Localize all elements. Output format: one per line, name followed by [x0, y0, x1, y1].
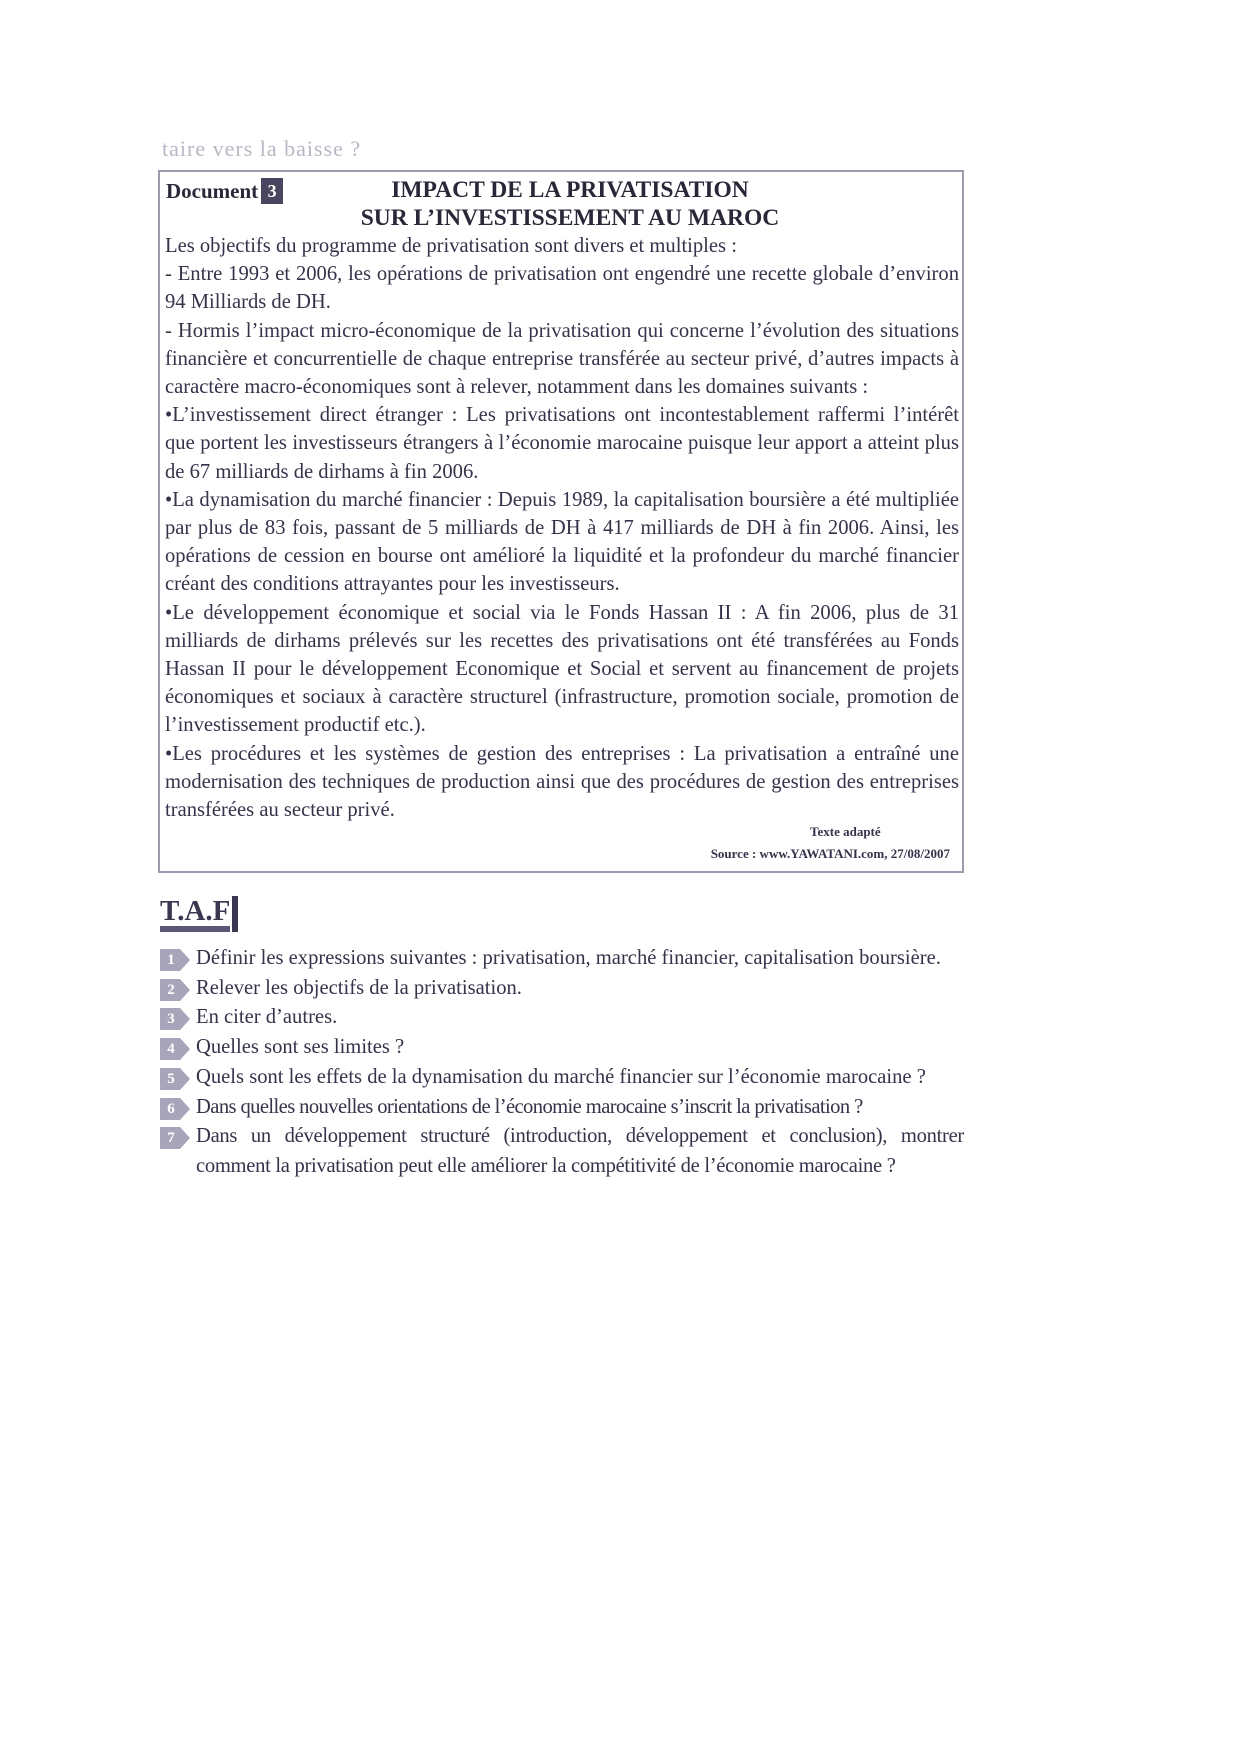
question-number-arrow-icon: 4 — [160, 1038, 192, 1060]
taf-heading — [160, 896, 238, 932]
question-item — [158, 944, 964, 974]
question-text: Relever les objectifs de la privatisation. — [196, 976, 522, 999]
question-number-arrow-icon: 3 — [160, 1008, 192, 1030]
question-text: Quelles sont ses limites ? — [196, 1036, 405, 1059]
question-text: Quels sont les effets de la dynamisation du marché financier sur l’économie marocaine ? — [196, 1065, 926, 1088]
document-paragraph: •L’investissement direct étranger : Les privatisations ont incontestablement raffermi l’intérêt que portent les investisseurs étrangers à l’économie marocaine puisque leur apport a atteint plus de 67 milliards de dirhams à fin 2006. — [165, 404, 959, 483]
document-body — [165, 232, 959, 824]
document-title-line-2: SUR L’INVESTISSEMENT AU MAROC — [360, 205, 780, 231]
taf-heading-bar — [232, 896, 238, 932]
document-title-line-1: IMPACT DE LA PRIVATISATION — [391, 177, 749, 203]
question-item — [158, 1093, 964, 1123]
question-text: Dans quelles nouvelles orientations de l’économie marocaine s’inscrit la privatisation ? — [196, 1095, 863, 1118]
document-title — [320, 176, 820, 232]
cut-off-previous-text — [150, 128, 970, 168]
document-paragraph: Les objectifs du programme de privatisation sont divers et multiples : — [165, 235, 737, 257]
question-item — [158, 1033, 964, 1063]
question-text: Dans un développement structuré (introduction, développement et conclusion), montrer comment la privatisation peut elle améliorer la compétitivité de l’économie marocaine ? — [196, 1125, 964, 1177]
question-number-arrow-icon: 2 — [160, 979, 192, 1001]
document-paragraph: - Entre 1993 et 2006, les opérations de privatisation ont engendré une recette globale d’environ 94 Milliards de DH. — [165, 263, 959, 314]
question-text: Définir les expressions suivantes : privatisation, marché financier, capitalisation boursière. — [196, 947, 941, 969]
document-paragraph: •Le développement économique et social via le Fonds Hassan II : A fin 2006, plus de 31 milliards de dirhams prélevés sur les recettes des privatisations ont été transférées au Fonds Hassan II pour le développement Economique et Social et servent au financement de projets économiques et sociaux à caractère structurel (infrastructure, promotion sociale, promotion de l’investissement productif etc.). — [165, 601, 959, 737]
source-citation: Source : www.YAWATANI.com, 27/08/2007 — [710, 846, 950, 861]
question-item — [158, 1122, 964, 1181]
question-number-arrow-icon: 7 — [160, 1127, 192, 1149]
question-item — [158, 974, 964, 1004]
question-number-arrow-icon: 6 — [160, 1098, 192, 1120]
document-paragraph: •La dynamisation du marché financier : Depuis 1989, la capitalisation boursière a été multipliée par plus de 83 fois, passant de 5 milliards de DH à 417 milliards de DH à fin 2006. Ainsi, les opérations de cession en bourse ont amélioré la liquidité et la profondeur du marché financier créant des conditions attrayantes pour les investisseurs. — [165, 488, 959, 596]
question-number-arrow-icon: 5 — [160, 1068, 192, 1090]
document-label-word: Document — [166, 178, 259, 203]
question-item — [158, 1063, 964, 1093]
document-number-badge: 3 — [261, 178, 283, 204]
question-list — [158, 944, 964, 1182]
document-paragraph: •Les procédures et les systèmes de gestion des entreprises : La privatisation a entraîné une modernisation des techniques de production ainsi que des procédures de gestion des entreprises transférées au secteur privé. — [165, 742, 959, 822]
document-label — [166, 178, 283, 204]
question-number-arrow-icon: 1 — [160, 949, 192, 971]
document-box — [158, 170, 964, 873]
question-item — [158, 1003, 964, 1033]
taf-heading-text: T.A.F — [160, 896, 230, 932]
question-text: En citer d’autres. — [196, 1006, 338, 1029]
adapted-note: Texte adapté — [810, 824, 881, 839]
cut-off-line: taire vers la baisse ? — [162, 136, 362, 161]
document-paragraph: - Hormis l’impact micro-économique de la privatisation qui concerne l’évolution des situations financière et concurrentielle de chaque entreprise transférée au secteur privé, d’autres impacts à caractère macro-économiques sont à relever, notamment dans les domaines suivants : — [165, 319, 959, 399]
